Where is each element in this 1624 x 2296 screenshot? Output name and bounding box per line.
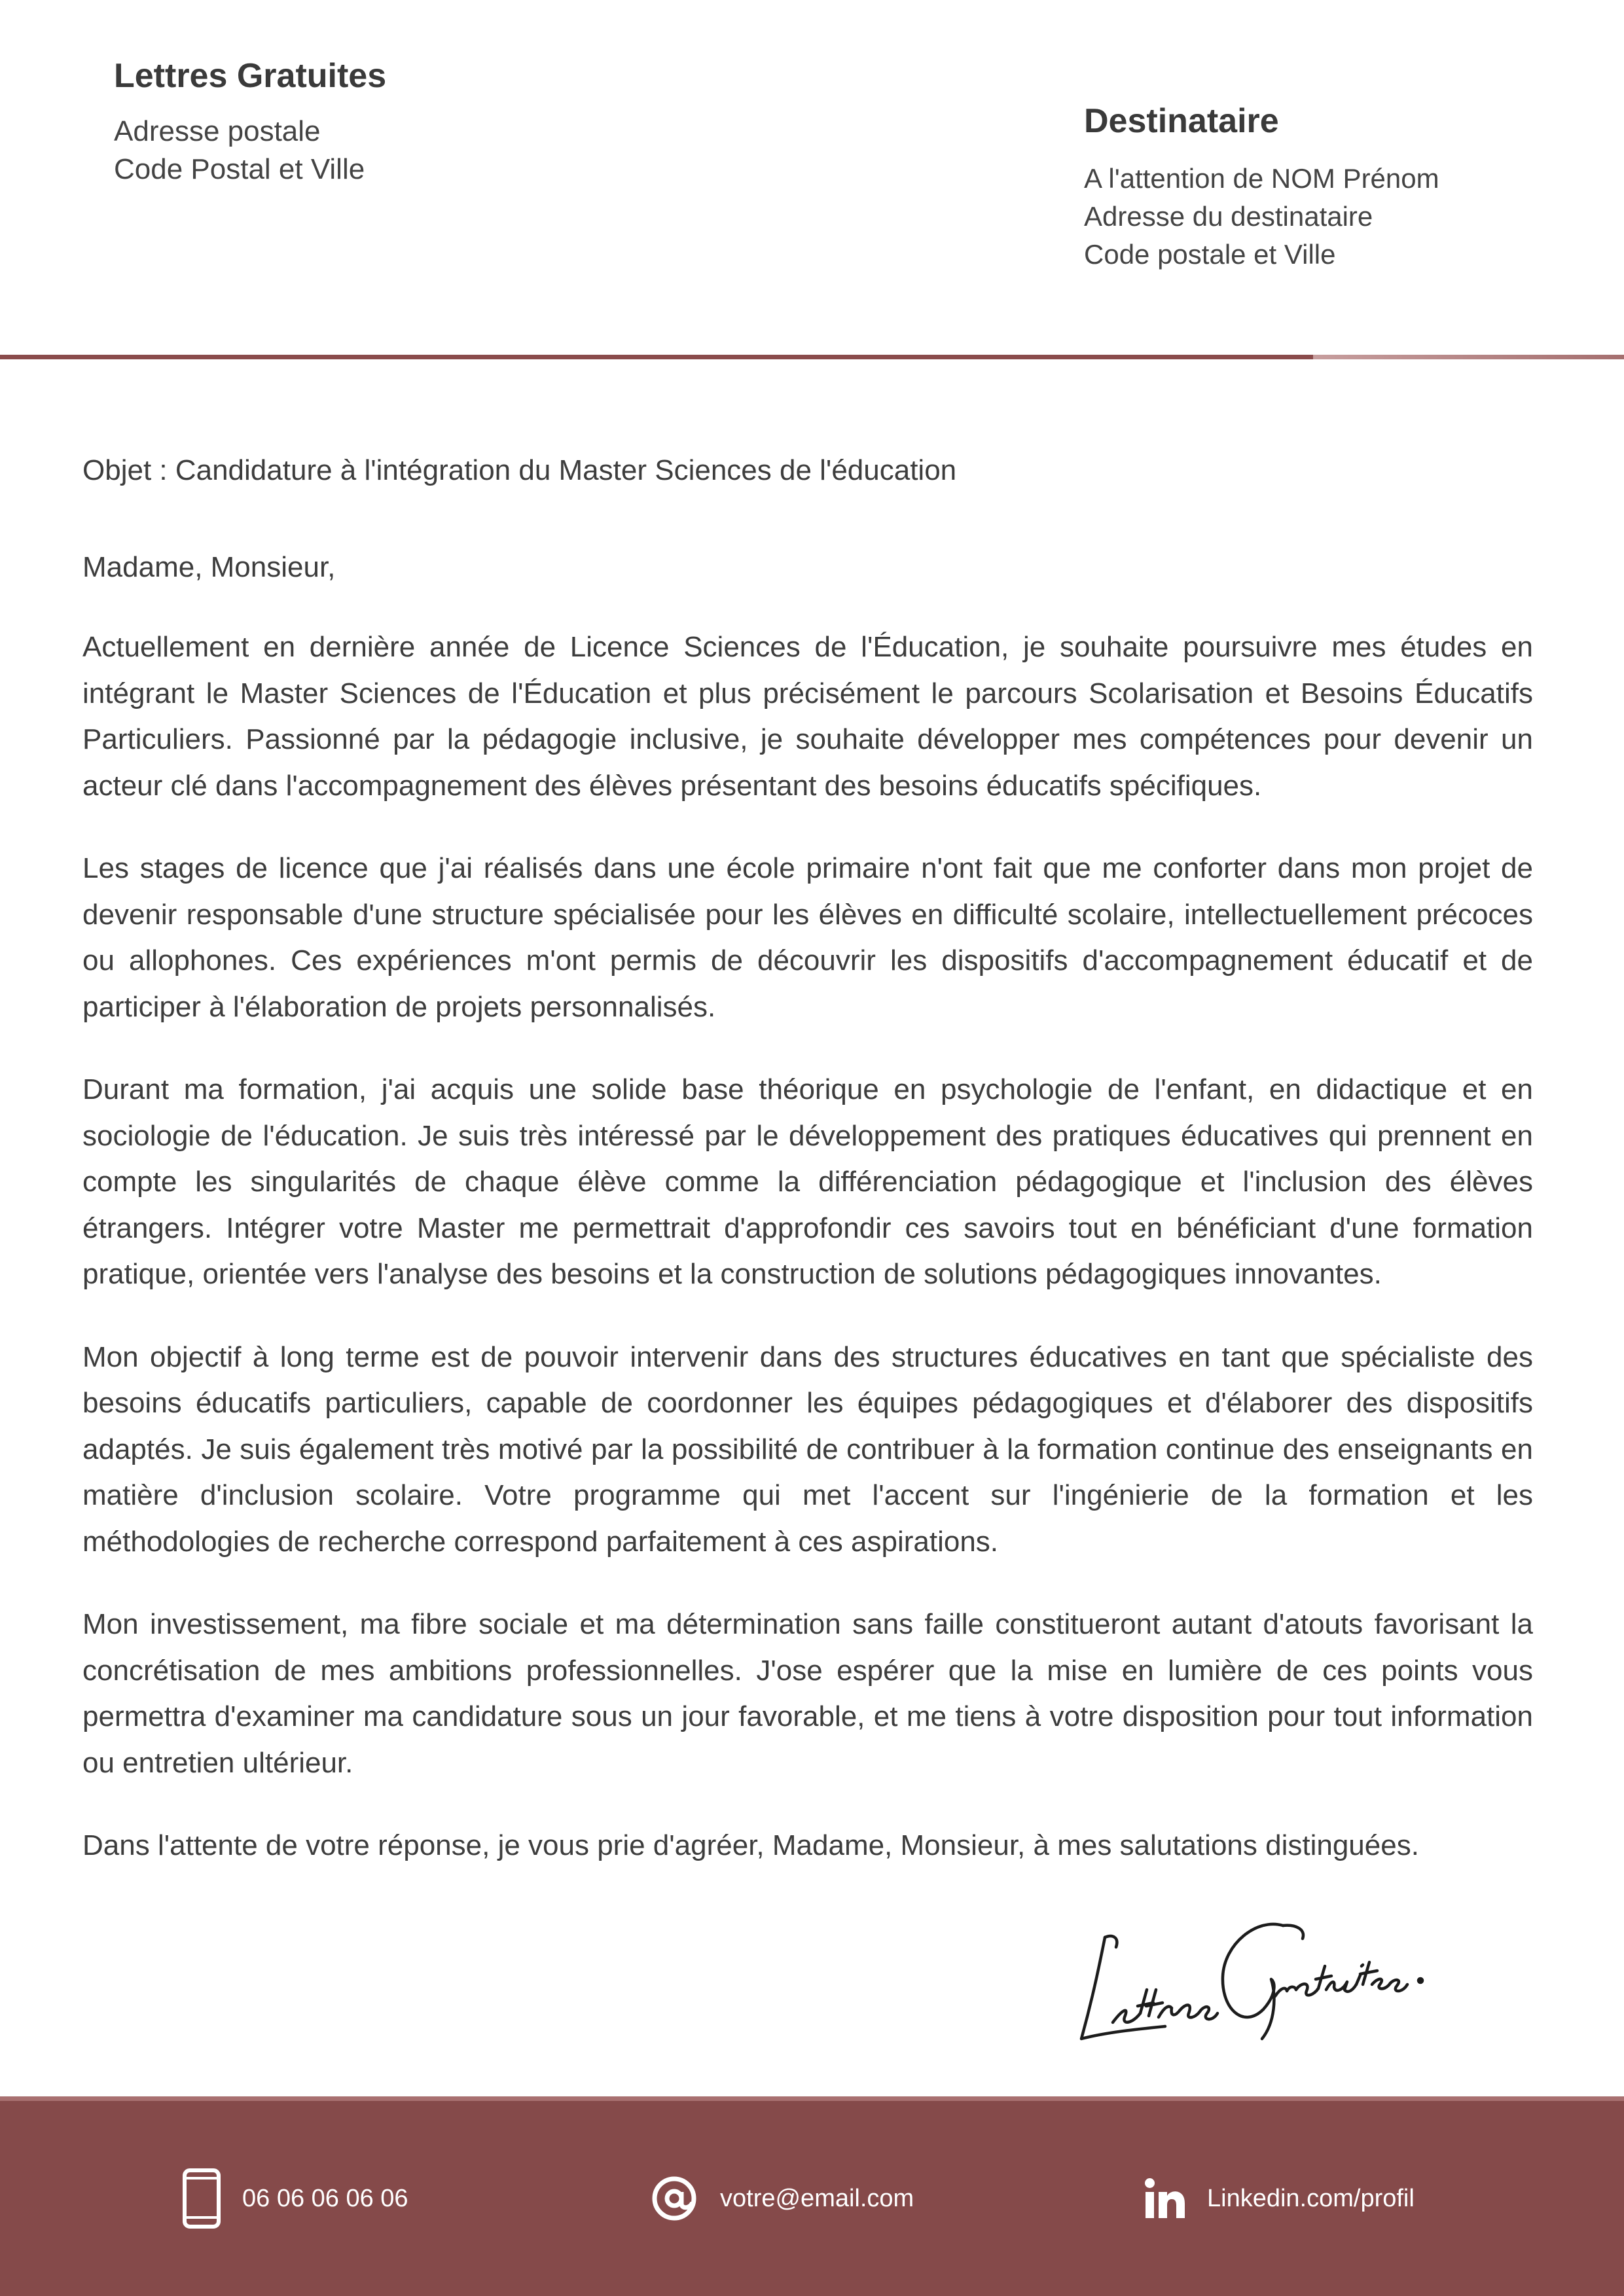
sender-block [114,52,386,188]
letter-subject: Objet : Candidature à l'intégration du Master Sciences de l'éducation [82,454,957,486]
header-divider [0,355,1624,359]
footer-accent-line [0,2096,1624,2101]
linkedin-url[interactable]: Linkedin.com/profil [1207,2184,1415,2212]
linkedin-icon [1144,2178,1186,2219]
phone-icon [182,2168,221,2229]
at-icon [651,2175,698,2222]
letter-body [82,448,1533,1869]
letter-paragraph: Mon objectif à long terme est de pouvoir intervenir dans des structures éducatives en tant que spécialiste des besoins éducatifs particuliers, capable de coordonner les équipes pédagogiques et d'élaborer des dispositifs adaptés. Je suis également très motivé par la possibilité de contribuer à la formation continue des enseignants en matière d'inclusion scolaire. Votre programme qui met l'accent sur l'ingénierie de la formation et les méthodologies de recherche correspond parfaitement à ces aspirations. [82,1340,1533,1558]
sender-city: Code Postal et Ville [114,153,365,185]
phone-number: 06 06 06 06 06 [242,2184,408,2212]
recipient-title: Destinataire [1084,102,1279,140]
footer [0,2101,1624,2296]
letter-salutation: Madame, Monsieur, [82,551,336,583]
contact-linkedin[interactable] [1144,2101,1415,2296]
signature-image [1067,1898,1460,2055]
letter-closing: Dans l'attente de votre réponse, je vous prie d'agréer, Madame, Monsieur, à mes salutations distinguées. [82,1829,1419,1861]
letter-paragraph: Les stages de licence que j'ai réalisés dans une école primaire n'ont fait que me conforter dans mon projet de devenir responsable d'une structure spécialisée pour les élèves en difficulté scolaire, intellectuellement précoces ou allophones. Ces expériences m'ont permis de découvrir les dispositifs d'accompagnement éducatif et de participer à l'élaboration de projets personnalisés. [82,852,1533,1023]
recipient-attention: A l'attention de NOM Prénom [1084,163,1439,194]
contact-email[interactable] [651,2101,914,2296]
contact-phone [182,2101,408,2296]
recipient-city: Code postale et Ville [1084,239,1336,270]
letter-paragraph: Mon investissement, ma fibre sociale et ma détermination sans faille constitueront autant d'atouts favorisant la concrétisation de mes ambitions professionnelles. J'ose espérer que la mise en lumière de ces points vous permettra d'examiner ma candidature sous un jour favorable, et me tiens à votre disposition pour tout information ou entretien ultérieur. [82,1608,1533,1779]
recipient-block [1084,98,1439,274]
letter-paragraph: Durant ma formation, j'ai acquis une solide base théorique en psychologie de l'enfant, en didactique et en sociologie de l'éducation. Je suis très intéressé par le développement des pratiques éducatives qui prennent en compte les singularités de chaque élève comme la différenciation pédagogique et l'inclusion des élèves étrangers. Intégrer votre Master me permettrait d'approfondir ces savoirs tout en bénéficiant d'une formation pratique, orientée vers l'analyse des besoins et la construction de solutions pédagogiques innovantes. [82,1073,1533,1290]
recipient-address: Adresse du destinataire [1084,201,1373,232]
letter-paragraph: Actuellement en dernière année de Licence Sciences de l'Éducation, je souhaite poursuivre mes études en intégrant le Master Sciences de l'Éducation et plus précisément le parcours Scolarisation et Besoins Éducatifs Particuliers. Passionné par la pédagogie inclusive, je souhaite développer mes compétences pour devenir un acteur clé dans l'accompagnement des élèves présentant des besoins éducatifs spécifiques. [82,631,1533,802]
email-address[interactable]: votre@email.com [720,2184,914,2212]
sender-name: Lettres Gratuites [114,57,387,95]
sender-address: Adresse postale [114,115,321,147]
